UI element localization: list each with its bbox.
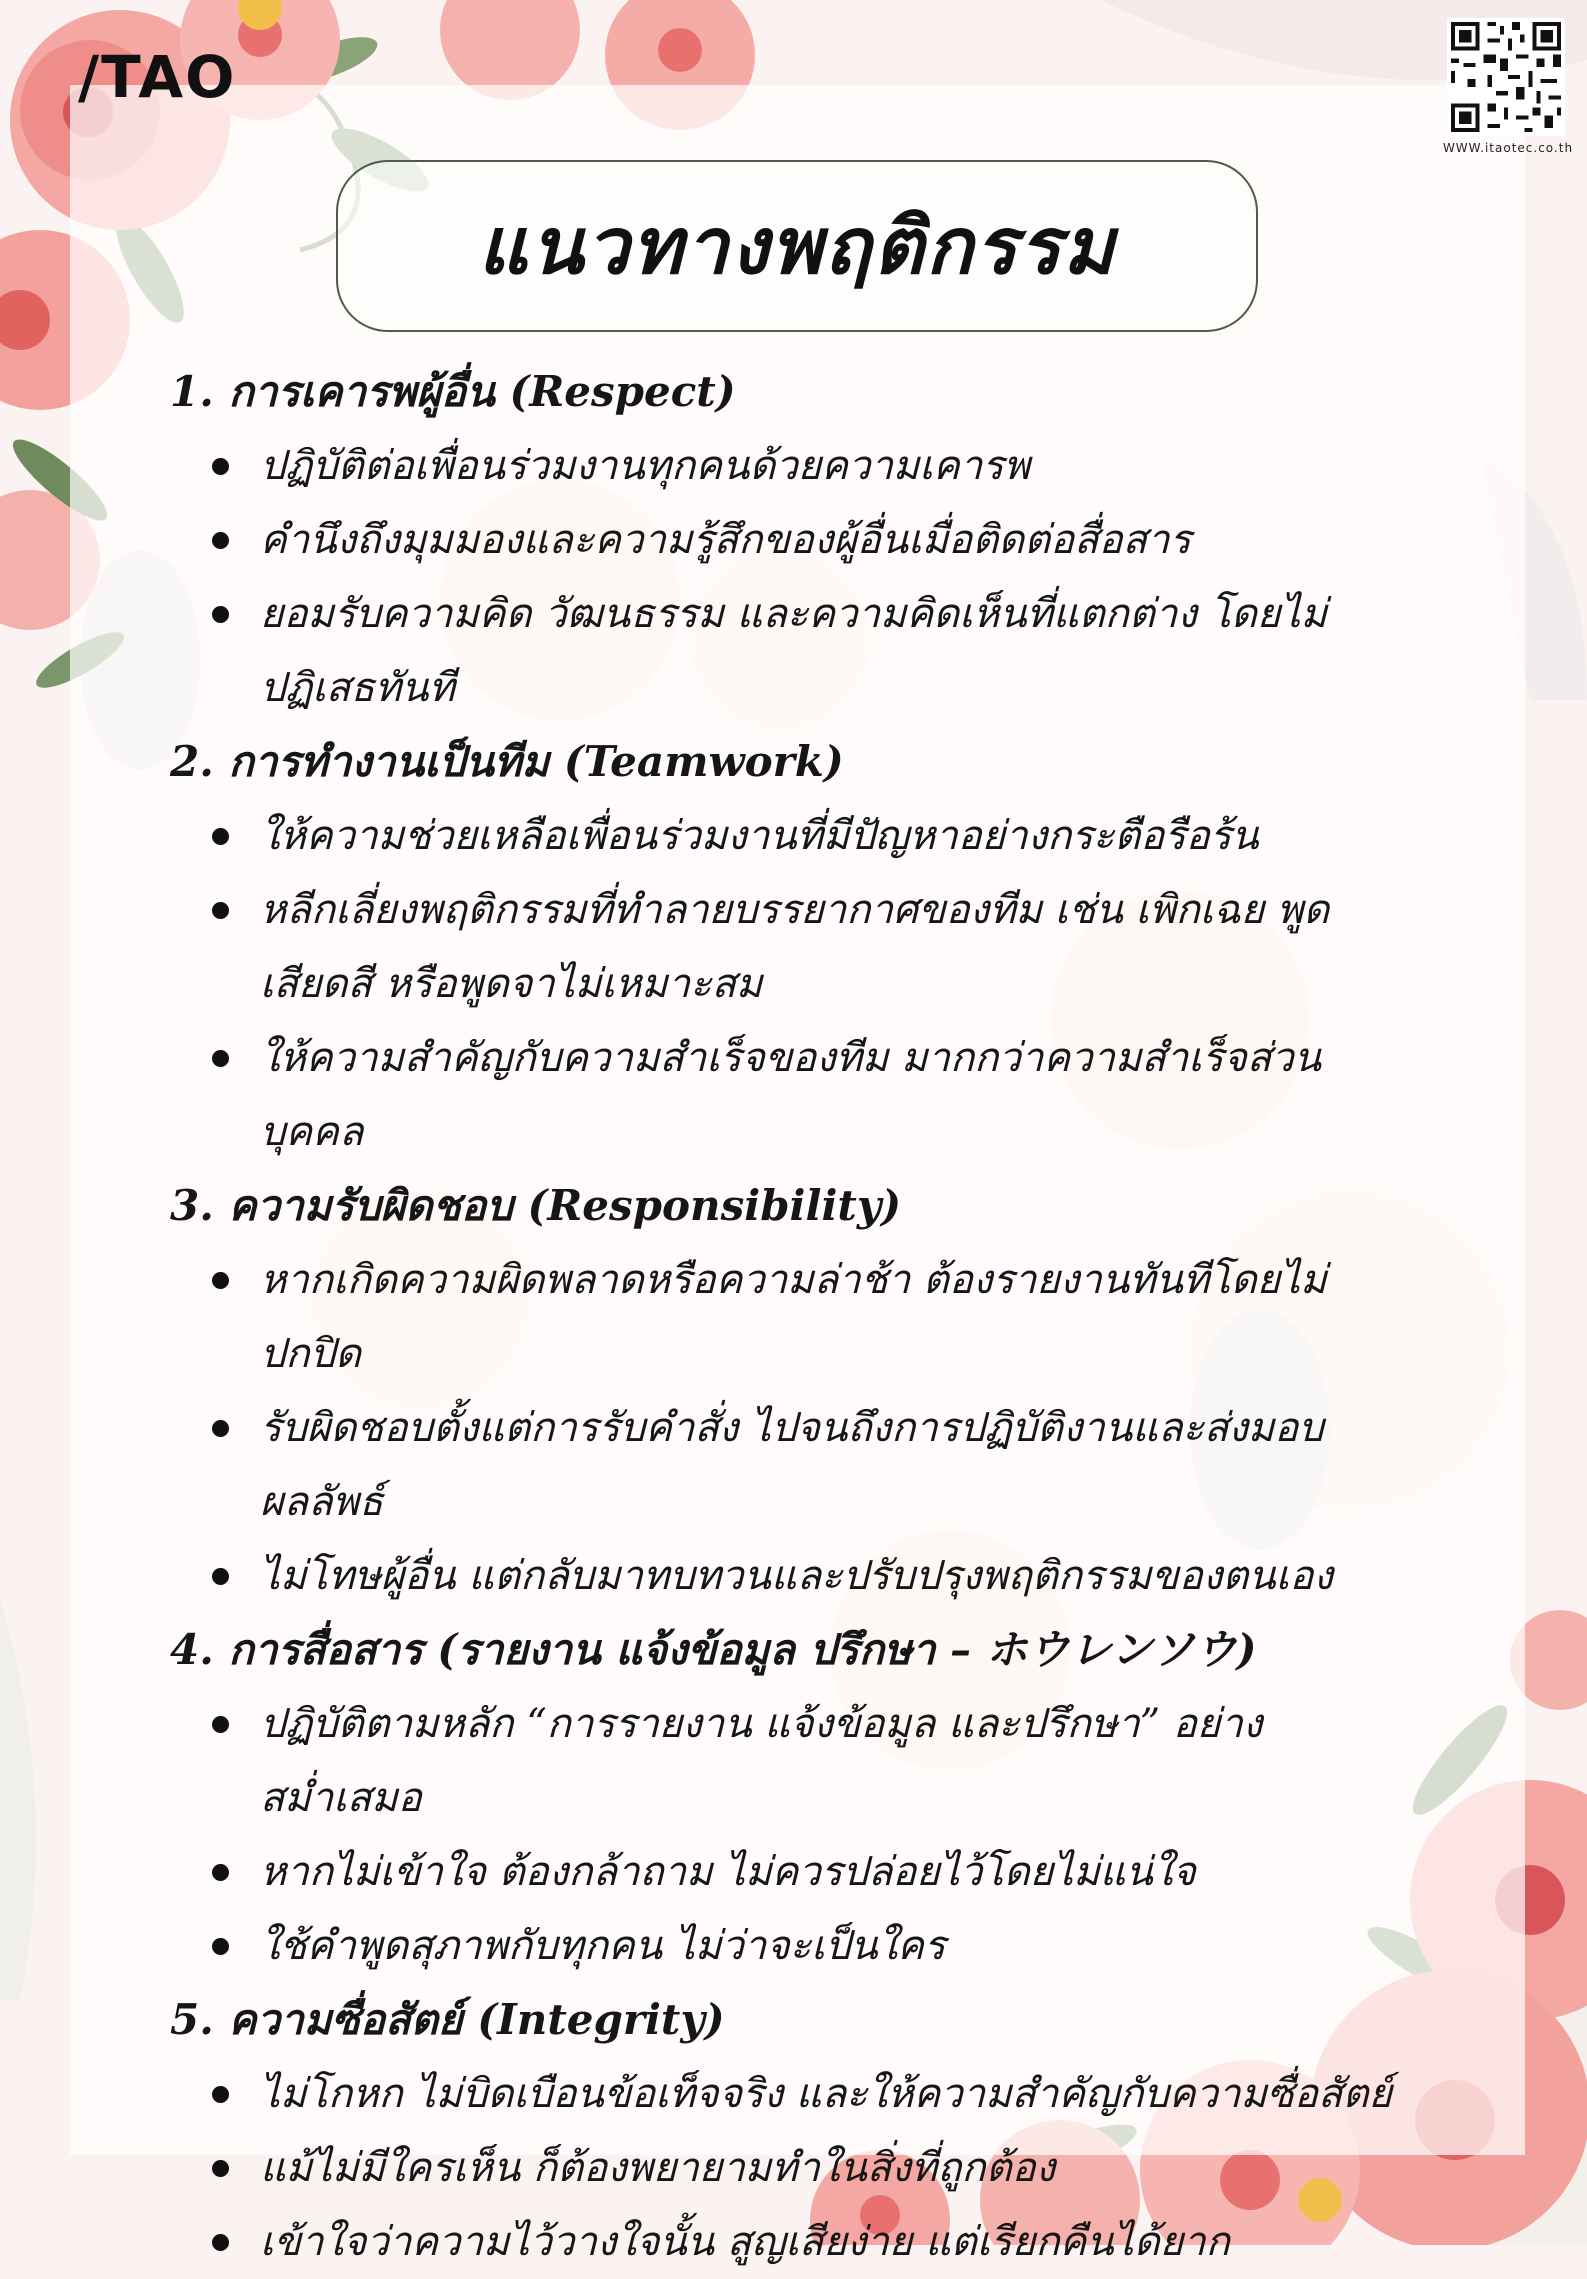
- list-item: คำนึงถึงมุมมองและความรู้สึกของผู้อื่นเมื่อติดต่อสื่อสาร: [170, 503, 1420, 577]
- section-heading: 1. การเคารพผู้อื่น (Respect): [170, 367, 736, 416]
- section-teamwork: [170, 725, 1420, 1169]
- section-items: [170, 1687, 1420, 1983]
- section-heading: 5. ความซื่อสัตย์ (Integrity): [170, 1995, 725, 2044]
- section-respect: [170, 355, 1420, 725]
- list-item: เข้าใจว่าความไว้วางใจนั้น สูญเสียง่าย แต่เรียกคืนได้ยาก: [170, 2205, 1420, 2279]
- list-item: หากไม่เข้าใจ ต้องกล้าถาม ไม่ควรปล่อยไว้โดยไม่แน่ใจ: [170, 1835, 1420, 1909]
- logo-text: /TAO: [78, 43, 237, 111]
- company-logo: [78, 42, 236, 112]
- list-item: ให้ความช่วยเหลือเพื่อนร่วมงานที่มีปัญหาอย่างกระตือรือร้น: [170, 799, 1420, 873]
- guidelines-list: [170, 355, 1420, 2279]
- list-item: ให้ความสำคัญกับความสำเร็จของทีม มากกว่าความสำเร็จส่วนบุคคล: [170, 1021, 1420, 1169]
- section-heading: 3. ความรับผิดชอบ (Responsibility): [170, 1181, 902, 1230]
- website-url: WWW.itaotec.co.th: [1442, 141, 1574, 155]
- list-item: รับผิดชอบตั้งแต่การรับคำสั่ง ไปจนถึงการปฏิบัติงานและส่งมอบผลลัพธ์: [170, 1391, 1420, 1539]
- list-item: ใช้คำพูดสุภาพกับทุกคน ไม่ว่าจะเป็นใคร: [170, 1909, 1420, 1983]
- section-communication: [170, 1613, 1420, 1983]
- list-item: ปฏิบัติต่อเพื่อนร่วมงานทุกคนด้วยความเคารพ: [170, 429, 1420, 503]
- section-items: [170, 2057, 1420, 2279]
- list-item: ปฏิบัติตามหลัก “การรายงาน แจ้งข้อมูล และปรึกษา” อย่างสม่ำเสมอ: [170, 1687, 1420, 1835]
- title-frame: [336, 160, 1258, 332]
- qr-code-icon: [1447, 18, 1565, 136]
- section-responsibility: [170, 1169, 1420, 1613]
- section-items: [170, 1243, 1420, 1613]
- section-integrity: [170, 1983, 1420, 2279]
- page-title: แนวทางพฤติกรรม: [477, 201, 1117, 292]
- list-item: ยอมรับความคิด วัฒนธรรม และความคิดเห็นที่แตกต่าง โดยไม่ปฏิเสธทันที: [170, 577, 1420, 725]
- section-heading: 4. การสื่อสาร (รายงาน แจ้งข้อมูล ปรึกษา – ホウレンソウ): [170, 1625, 1257, 1674]
- section-items: [170, 429, 1420, 725]
- list-item: แม้ไม่มีใครเห็น ก็ต้องพยายามทำในสิ่งที่ถูกต้อง: [170, 2131, 1420, 2205]
- list-item: หลีกเลี่ยงพฤติกรรมที่ทำลายบรรยากาศของทีม เช่น เพิกเฉย พูดเสียดสี หรือพูดจาไม่เหมาะสม: [170, 873, 1420, 1021]
- list-item: หากเกิดความผิดพลาดหรือความล่าช้า ต้องรายงานทันทีโดยไม่ปกปิด: [170, 1243, 1420, 1391]
- section-heading: 2. การทำงานเป็นทีม (Teamwork): [170, 737, 844, 786]
- section-items: [170, 799, 1420, 1169]
- list-item: ไม่โทษผู้อื่น แต่กลับมาทบทวนและปรับปรุงพฤติกรรมของตนเอง: [170, 1539, 1420, 1613]
- list-item: ไม่โกหก ไม่บิดเบือนข้อเท็จจริง และให้ความสำคัญกับความซื่อสัตย์: [170, 2057, 1420, 2131]
